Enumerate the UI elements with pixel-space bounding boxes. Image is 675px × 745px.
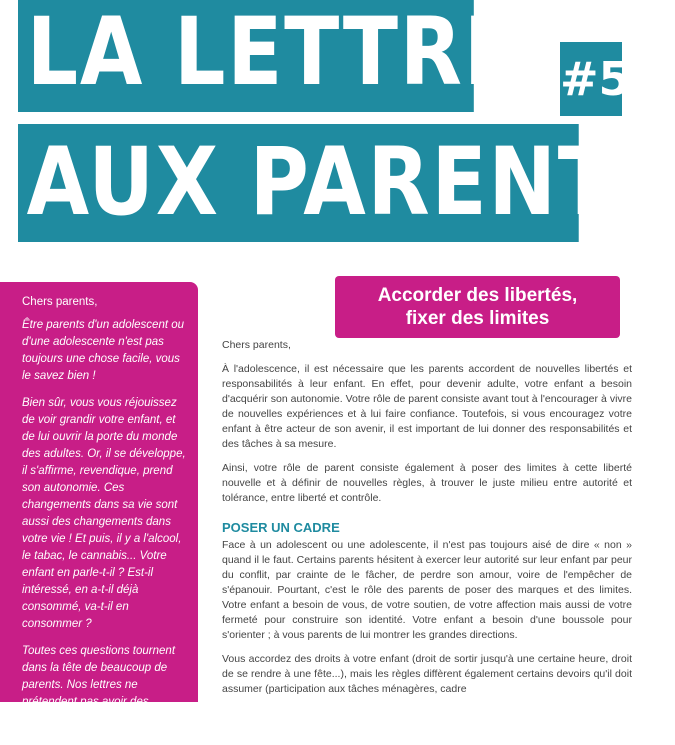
- issue-number-badge: #5: [560, 42, 622, 116]
- title-line2: AUX PARENTS: [26, 128, 675, 237]
- topic-line2: fixer des limites: [405, 308, 550, 329]
- sidebar-intro: [0, 282, 198, 742]
- main-paragraph-3: Face à un adolescent ou une adolescente, il n'est pas toujours aisé de dire « non » quand il le faut. Certains parents hésitent à exercer leur autorité sur leur enfant par peur du conflit, par crainte de le fâcher, de perdre son amour, voire de l'empêcher de s'épanouir. Pourtant, c'est le rôle des parents de poser des marques et des limites. Votre enfant a besoin de vous, de votre soutien, de votre affection mais aussi de votre fermeté pour construire son identité. Votre enfant a besoin d'une boussole pour s'orienter ; à vous parents de lui montrer les grandes directions.: [222, 539, 632, 641]
- topic-heading-box: [335, 276, 620, 338]
- section-title: POSER UN CADRE: [222, 520, 340, 535]
- sidebar-greeting: Chers parents,: [22, 296, 98, 308]
- main-paragraph-4: Vous accordez des droits à votre enfant (droit de sortir jusqu'à une certaine heure, droit de se rendre à une fête...), mais les règles diffèrent également certains devoirs qu'il doit assumer (participation aux tâches ménagères, cadre: [222, 653, 632, 695]
- sidebar-paragraph-1: Être parents d'un adolescent ou d'une adolescente n'est pas toujours une chose facile, vous le savez bien !: [22, 319, 185, 382]
- title-banner-line2: [18, 124, 675, 242]
- main-paragraph-1: À l'adolescence, il est nécessaire que les parents accordent de nouvelles libertés et responsabilités à leur enfant. En effet, pour devenir adulte, votre enfant a besoin d'acquérir son autonomie. Votre rôle de parent consiste avant tout à l'encourager à vivre de nouvelles expériences et à lui faire confiance. Toutefois, si vous encouragez votre enfant à être acteur de son avenir, il est important de lui donner des responsabilités et des tâches à sa mesure.: [222, 363, 632, 450]
- main-paragraph-2: Ainsi, votre rôle de parent consiste également à poser des limites à cette liberté nouvelle et à définir de nouvelles règles, à trouver le juste milieu entre autorité et tolérance, entre liberté et contrôle.: [222, 462, 632, 504]
- title-line1: LA LETTRE: [26, 0, 521, 107]
- topic-line1: Accorder des libertés,: [377, 285, 578, 306]
- sidebar-paragraph-3: Toutes ces questions tournent dans la tête de beaucoup de parents. Nos lettres ne prétendent pas avoir des réponses toutes faites à vos préoccupations,: [22, 645, 176, 742]
- main-greeting: Chers parents,: [222, 339, 291, 351]
- main-article: [222, 338, 632, 703]
- sidebar-paragraph-2: Bien sûr, vous vous réjouissez de voir grandir votre enfant, et de lui ouvrir la porte du monde des adultes. Or, il se développe, il s'affirme, revendique, prend son autonomie. Ces changements dans sa vie sont aussi des changements dans votre vie ! Et puis, il y a l'alcool, le tabac, le cannabis... Votre enfant en parle-t-il ? Est-il intéressé, en a-t-il déjà consommé, va-t-il en consommer ?: [22, 397, 186, 630]
- title-banner-line1: [18, 0, 521, 112]
